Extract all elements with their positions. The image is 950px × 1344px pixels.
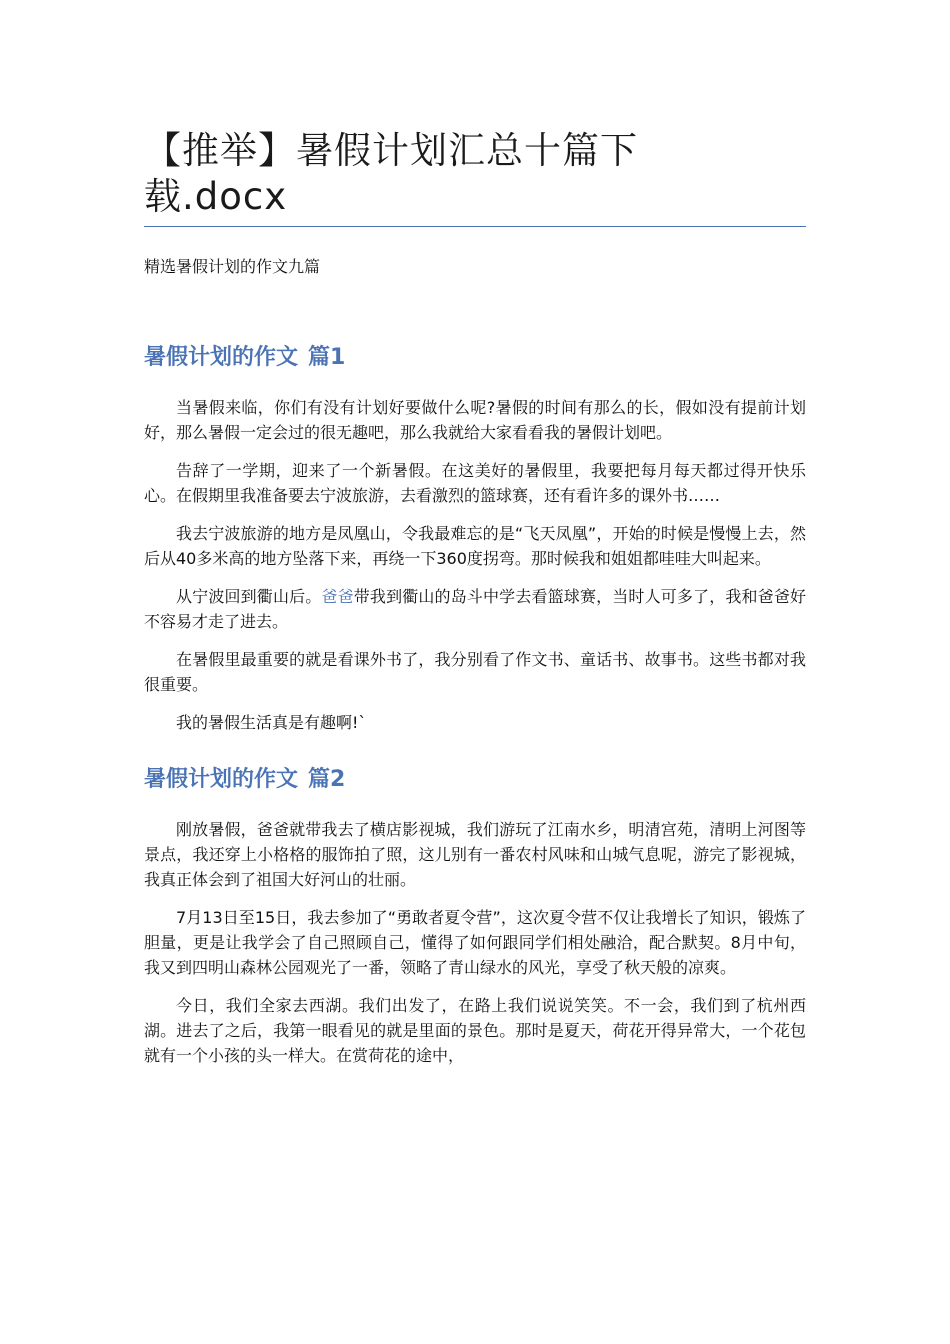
paragraph [144,584,806,634]
section-heading [144,765,806,795]
document-subtitle: 精选暑假计划的作文九篇 [144,257,321,276]
section-heading-text: 暑假计划的作文 [144,345,299,370]
paragraph-text: 带我到衢山的岛斗中学去看篮球赛，当时人可多了，我和爸爸好不容易才走了进去。 [144,587,806,631]
dad-link[interactable]: 爸爸 [321,587,354,606]
document-title: 【推举】暑假计划汇总十篇下载.docx [144,129,638,218]
paragraph: 我去宁波旅游的地方是凤凰山，令我最难忘的是“飞天凤凰”，开始的时候是慢慢上去，然后从40多米高的地方坠落下来，再绕一下360度拐弯。那时候我和姐姐都哇哇大叫起来。 [144,524,806,568]
essay-section-1 [144,343,806,735]
paragraph: 今日，我们全家去西湖。我们出发了，在路上我们说说笑笑。不一会，我们到了杭州西湖。进去了之后，我第一眼看见的就是里面的景色。那时是夏天，荷花开得异常大，一个花包就有一个小孩的头一样大。在赏荷花的途中， [144,996,806,1065]
paragraph: 告辞了一学期，迎来了一个新暑假。在这美好的暑假里，我要把每月每天都过得开快乐心。在假期里我准备要去宁波旅游，去看激烈的篮球赛，还有看许多的课外书…… [144,461,806,505]
paragraph: 7月13日至15日，我去参加了“勇敢者夏令营”，这次夏令营不仅让我增长了知识，锻炼了胆量，更是让我学会了自己照顾自己，懂得了如何跟同学们相处融洽，配合默契。8月中旬，我又到四明山森林公园观光了一番，领略了青山绿水的风光，享受了秋天般的凉爽。 [144,908,806,977]
section-body [144,817,806,1068]
paragraph: 当暑假来临，你们有没有计划好要做什么呢?暑假的时间有那么的长，假如没有提前计划好，那么暑假一定会过的很无趣吧，那么我就给大家看看我的暑假计划吧。 [144,398,806,442]
paragraph: 在暑假里最重要的就是看课外书了，我分别看了作文书、童话书、故事书。这些书都对我很重要。 [144,650,806,694]
title-divider [144,226,806,227]
paragraph: 我的暑假生活真是有趣啊!` [176,713,367,732]
section-body [144,395,806,735]
section-number: 篇1 [308,345,346,370]
section-heading [144,343,806,373]
paragraph: 刚放暑假，爸爸就带我去了横店影视城，我们游玩了江南水乡，明清宫苑，清明上河图等景点，我还穿上小格格的服饰拍了照，这儿别有一番农村风味和山城气息呢，游完了影视城，我真正体会到了祖国大好河山的壮丽。 [144,820,806,889]
essay-section-2 [144,765,806,1068]
paragraph-text: 从宁波回到衢山后。 [176,587,322,606]
section-heading-text: 暑假计划的作文 [144,767,299,792]
section-number: 篇2 [308,767,346,792]
